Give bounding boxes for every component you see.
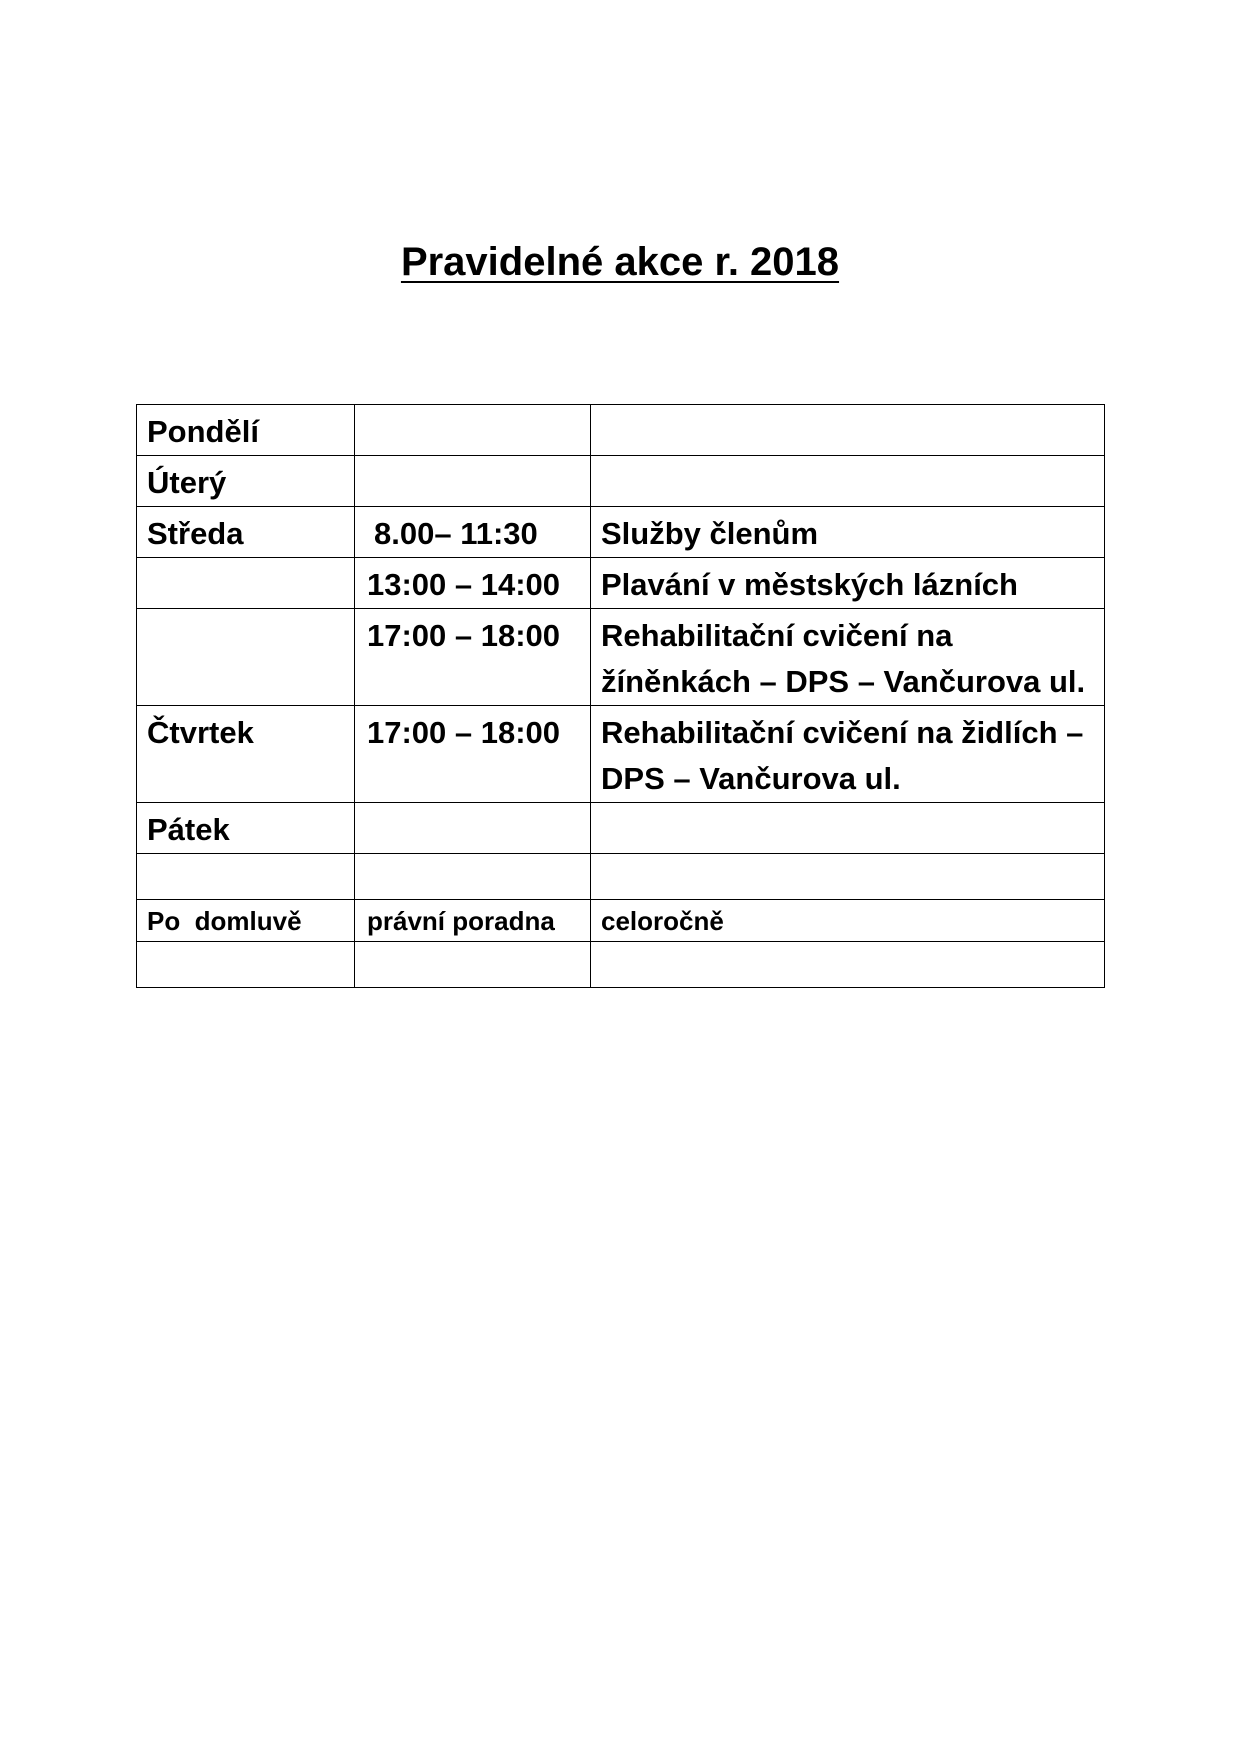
- day-cell: Úterý: [137, 456, 355, 507]
- table-row: [137, 558, 1105, 609]
- day-cell: Pondělí: [137, 405, 355, 456]
- day-cell: Středa: [137, 507, 355, 558]
- activity-cell: [591, 405, 1105, 456]
- activity-cell: celoročně: [591, 900, 1105, 942]
- day-cell: [137, 609, 355, 706]
- activity-cell: Rehabilitační cvičení na židlích – DPS – Vančurova ul.: [591, 706, 1105, 803]
- activity-cell: [591, 854, 1105, 900]
- time-cell: 17:00 – 18:00: [355, 706, 591, 803]
- time-cell: 17:00 – 18:00: [355, 609, 591, 706]
- activity-cell: Služby členům: [591, 507, 1105, 558]
- time-cell: [355, 854, 591, 900]
- table-row: [137, 456, 1105, 507]
- time-cell: 13:00 – 14:00: [355, 558, 591, 609]
- time-cell: [355, 942, 591, 988]
- activity-cell: Plavání v městských lázních: [591, 558, 1105, 609]
- time-cell: 8.00– 11:30: [355, 507, 591, 558]
- day-cell: Pátek: [137, 803, 355, 854]
- table-row: [137, 900, 1105, 942]
- day-cell: [137, 942, 355, 988]
- time-cell: [355, 456, 591, 507]
- day-cell: [137, 854, 355, 900]
- activity-cell: [591, 456, 1105, 507]
- time-cell: právní poradna: [355, 900, 591, 942]
- schedule-table: [136, 404, 1105, 988]
- table-row: [137, 706, 1105, 803]
- time-cell: [355, 405, 591, 456]
- time-cell: [355, 803, 591, 854]
- table-row: [137, 803, 1105, 854]
- table-row: [137, 854, 1105, 900]
- activity-cell: Rehabilitační cvičení na žíněnkách – DPS – Vančurova ul.: [591, 609, 1105, 706]
- table-row: [137, 507, 1105, 558]
- page-title: Pravidelné akce r. 2018: [400, 240, 840, 284]
- activity-cell: [591, 942, 1105, 988]
- activity-cell: [591, 803, 1105, 854]
- table-row: [137, 405, 1105, 456]
- table-row: [137, 609, 1105, 706]
- day-cell: Čtvrtek: [137, 706, 355, 803]
- day-cell: Po domluvě: [137, 900, 355, 942]
- table-row: [137, 942, 1105, 988]
- day-cell: [137, 558, 355, 609]
